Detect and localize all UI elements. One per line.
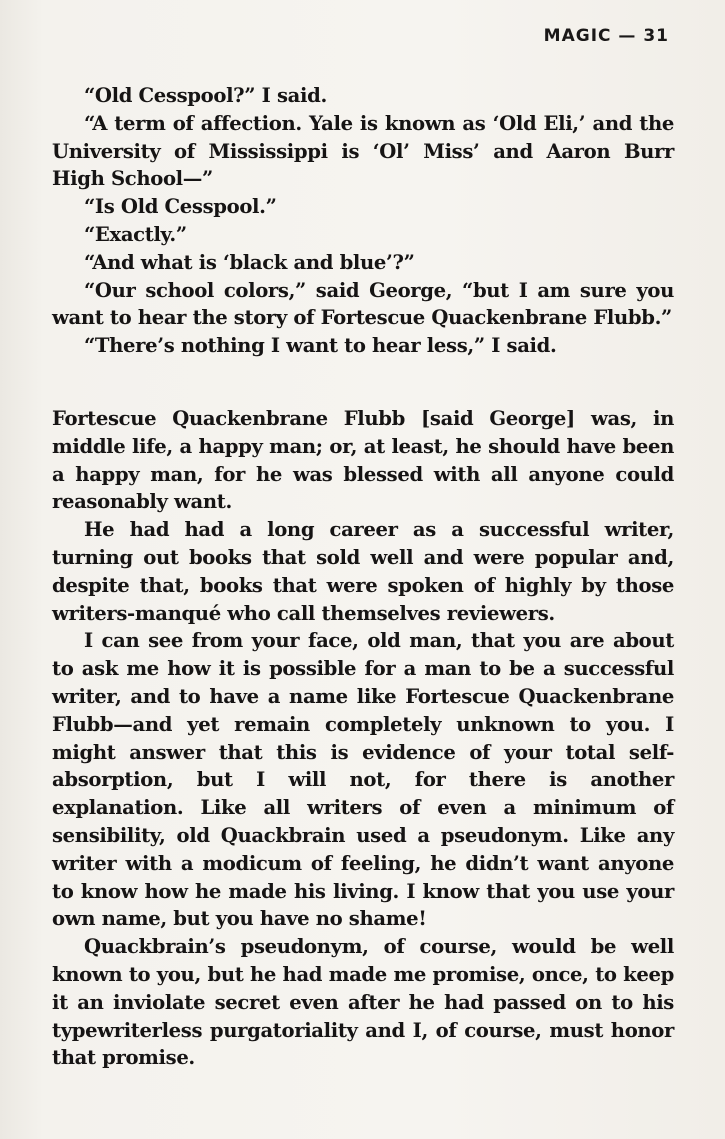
dialogue-paragraph: “Our school colors,” said George, “but I am sure you want to hear the story of Fortescue Quackenbrane Flubb.” [52, 278, 674, 330]
dialogue-paragraph: “And what is ‘black and blue’?” [84, 250, 415, 274]
running-head: MAGIC — 31 [543, 26, 669, 46]
section-break [52, 360, 674, 405]
story-paragraph: Fortescue Quackenbrane Flubb [said George] was, in middle life, a happy man; or, at least, he should have been a happy man, for he was blessed with all anyone could reasonably want. [52, 406, 674, 514]
dialogue-paragraph: “Old Cesspool?” I said. [84, 84, 327, 107]
story-paragraph: He had had a long career as a successful writer, turning out books that sold well and were popular and, despite that, books that were spoken of highly by those writers-manqué who call themselves reviewers. [52, 518, 674, 625]
story-paragraph: Quackbrain’s pseudonym, of course, would be well known to you, but he had made me promise, once, to keep it an inviolate secret even after he had passed on to his typewriterless purgatoriality and I, of course, must honor that promise. [52, 935, 674, 1070]
dialogue-paragraph: “Is Old Cesspool.” [84, 195, 277, 219]
dialogue-paragraph: “A term of affection. Yale is known as ‘Old Eli,’ and the University of Mississippi is ‘Ol’ Miss’ and Aaron Burr High School—” [52, 111, 674, 191]
dialogue-paragraph: “Exactly.” [84, 222, 187, 246]
dialogue-paragraph: “There’s nothing I want to hear less,” I said. [84, 334, 557, 358]
body-text [52, 82, 674, 1072]
story-paragraph: I can see from your face, old man, that you are about to ask me how it is possible for a man to be a successful writer, and to have a name like Fortescue Quackenbrane Flubb—and yet remain completely unknown to you. I might answer that this is evidence of your total self-absorption, but I will not, for there is another explanation. Like all writers of even a minimum of sensibility, old Quackbrain used a pseudonym. Like any writer with a modicum of feeling, he didn’t want anyone to know how he made his living. I know that you use your own name, but you have no shame! [52, 629, 674, 931]
